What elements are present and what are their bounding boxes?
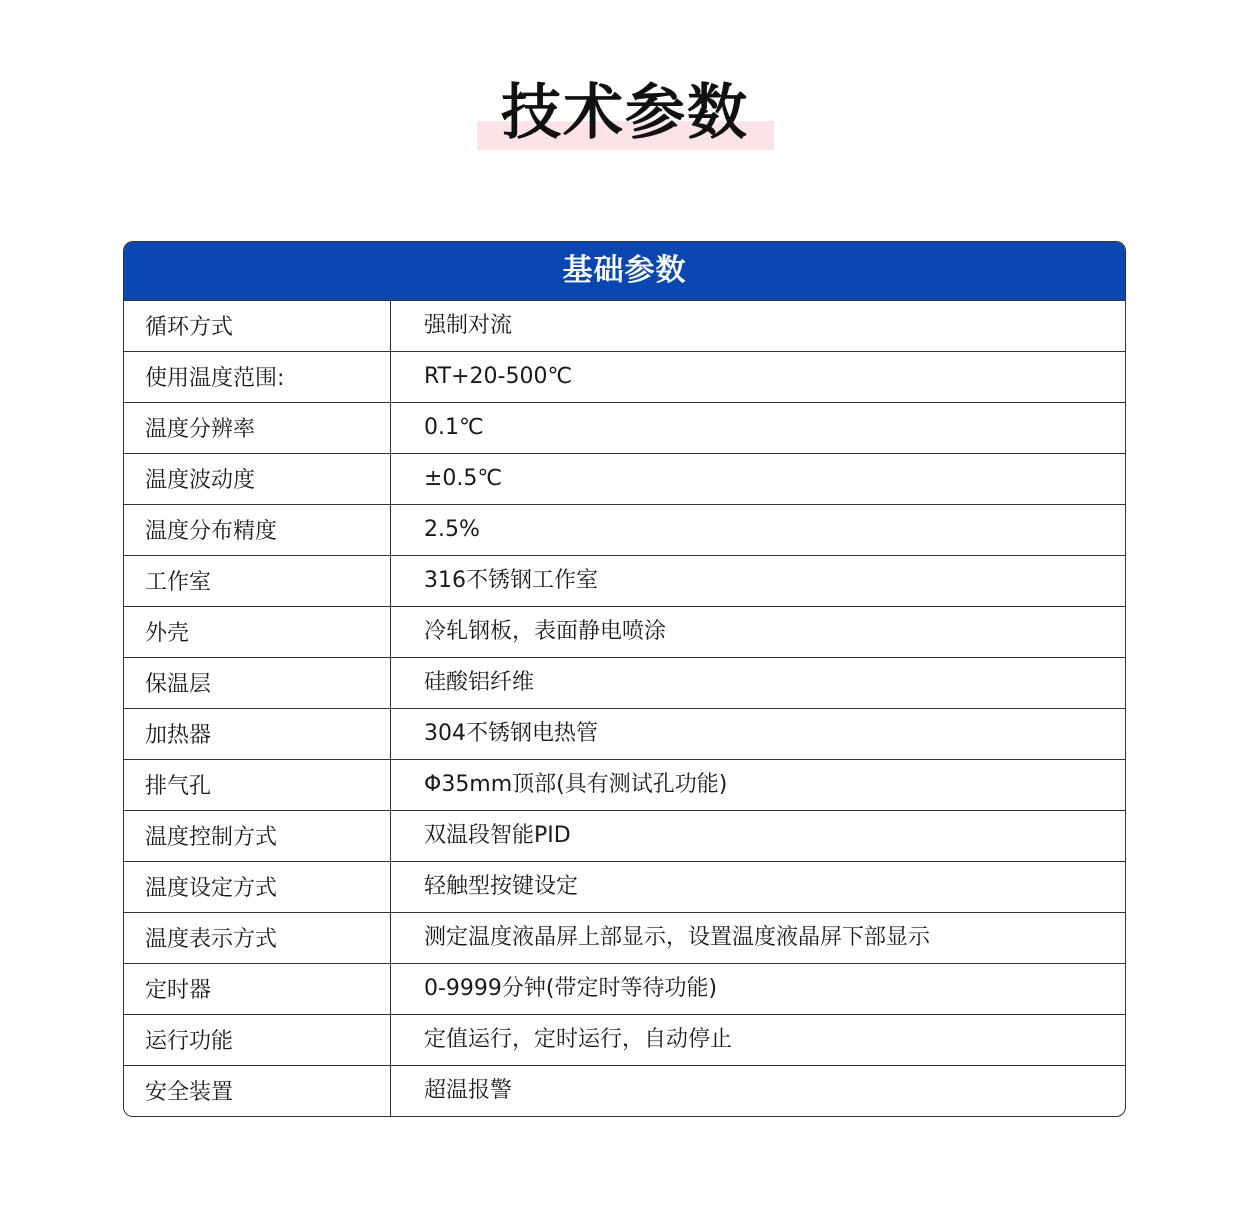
- row-label: 排气孔: [124, 760, 391, 810]
- row-value: 超温报警: [424, 1078, 513, 1103]
- row-label: 运行功能: [124, 1015, 391, 1065]
- row-value: 定值运行，定时运行，自动停止: [424, 1027, 733, 1052]
- row-value: 硅酸铝纤维: [424, 670, 535, 695]
- row-label: 温度分布精度: [124, 505, 391, 555]
- row-label: 定时器: [124, 964, 391, 1014]
- row-label: 温度波动度: [124, 454, 391, 504]
- table-row: [124, 759, 1125, 810]
- table-row: [124, 861, 1125, 912]
- row-value: RT+20-500℃: [424, 364, 573, 389]
- row-label: 温度设定方式: [124, 862, 391, 912]
- row-label: 保温层: [124, 658, 391, 708]
- table-row: [124, 555, 1125, 606]
- row-label: 外壳: [124, 607, 391, 657]
- table-header: 基础参数: [124, 242, 1125, 300]
- row-label: 温度分辨率: [124, 403, 391, 453]
- row-label: 循环方式: [124, 301, 391, 351]
- row-value: 测定温度液晶屏上部显示，设置温度液晶屏下部显示: [424, 925, 931, 950]
- row-value: 双温段智能PID: [424, 823, 571, 848]
- row-label: 温度表示方式: [124, 913, 391, 963]
- table-row: [124, 351, 1125, 402]
- table-row: [124, 912, 1125, 963]
- row-value: 0-9999分钟(带定时等待功能): [424, 976, 718, 1001]
- table-row: [124, 708, 1125, 759]
- row-value: 0.1℃: [424, 415, 484, 440]
- table-row: [124, 504, 1125, 555]
- row-value: ±0.5℃: [424, 466, 503, 491]
- row-label: 使用温度范围:: [124, 352, 391, 402]
- table-row: [124, 1065, 1125, 1116]
- table-row: [124, 810, 1125, 861]
- row-value: 304不锈钢电热管: [424, 721, 598, 746]
- row-value: 2.5%: [424, 517, 480, 542]
- row-label: 工作室: [124, 556, 391, 606]
- row-value: Φ35mm顶部(具有测试孔功能): [424, 772, 728, 797]
- table-row: [124, 963, 1125, 1014]
- page-title: 技术参数: [501, 78, 749, 148]
- row-label: 安全装置: [124, 1066, 391, 1116]
- table-row: [124, 606, 1125, 657]
- row-label: 温度控制方式: [124, 811, 391, 861]
- row-value: 316不锈钢工作室: [424, 568, 598, 593]
- row-value: 轻触型按键设定: [424, 874, 579, 899]
- table-row: [124, 453, 1125, 504]
- spec-table: [123, 241, 1126, 1117]
- row-value: 强制对流: [424, 313, 513, 338]
- table-row: [124, 657, 1125, 708]
- table-row: [124, 1014, 1125, 1065]
- row-label: 加热器: [124, 709, 391, 759]
- row-value: 冷轧钢板，表面静电喷涂: [424, 619, 667, 644]
- table-row: [124, 402, 1125, 453]
- title-area: [0, 70, 1250, 160]
- table-row: [124, 300, 1125, 351]
